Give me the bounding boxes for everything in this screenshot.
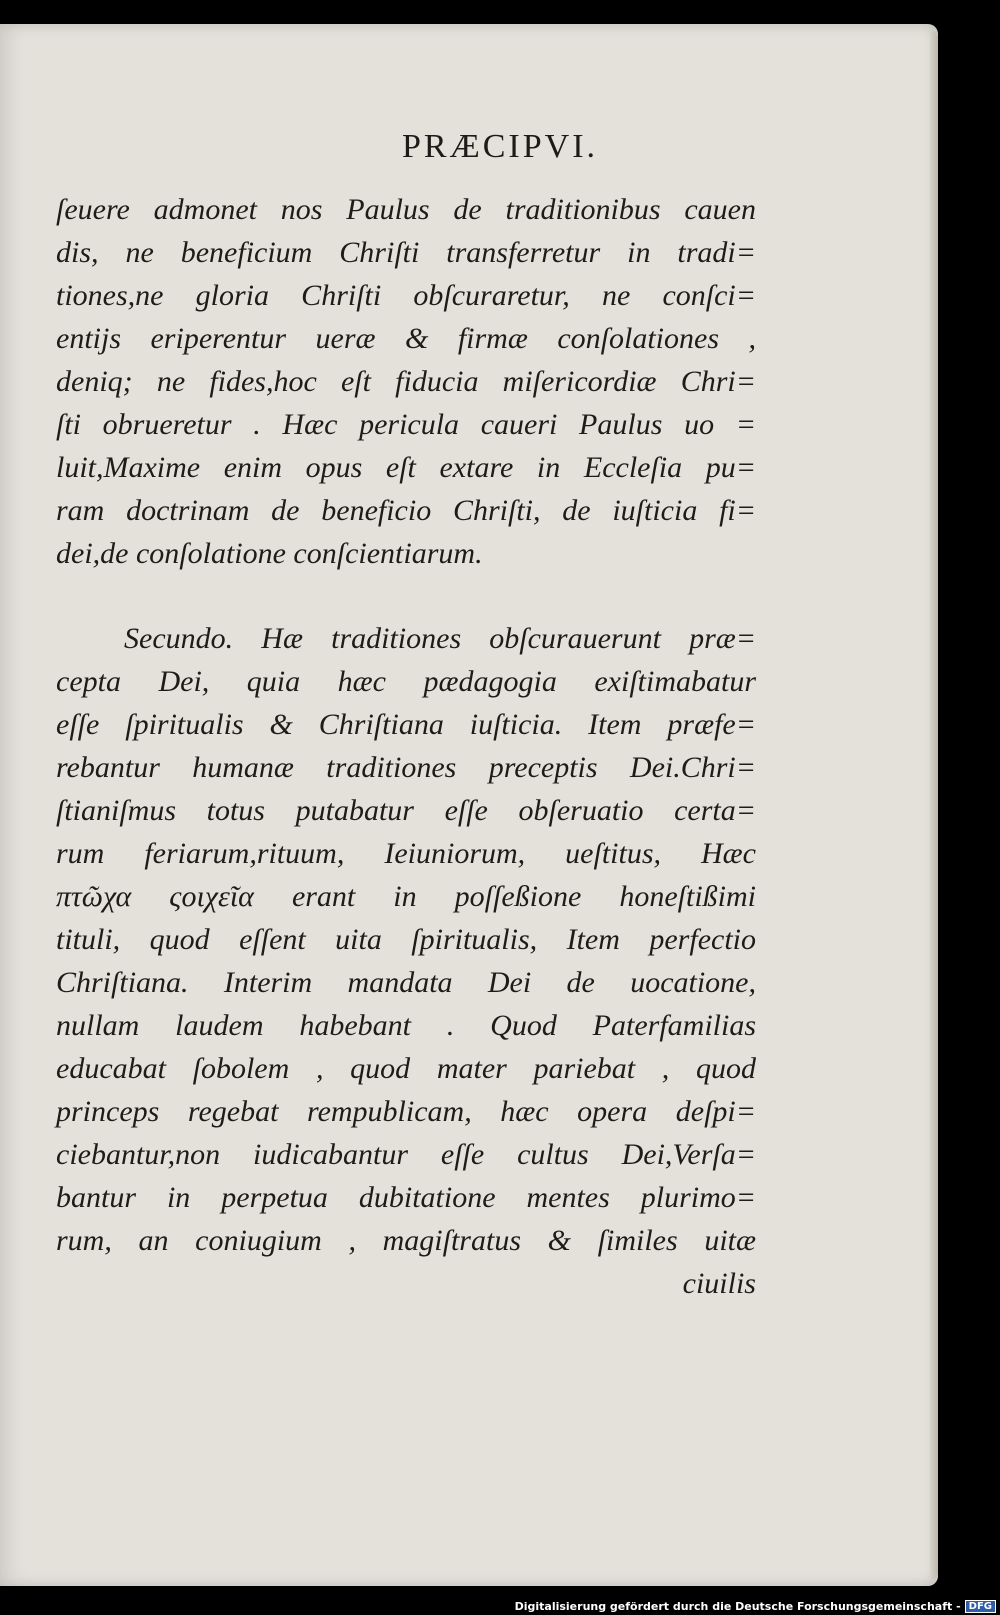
running-head: PRÆCIPVI. (401, 128, 599, 165)
text-line: princeps regebat rempublicam, hæc opera deſpi= (56, 1095, 756, 1128)
paragraph-gap (56, 575, 756, 617)
text-line: eſſe ſpiritualis & Chriſtiana iuſticia. Item præfe= (56, 708, 756, 741)
text-line: ram doctrinam de beneficio Chriſti, de iuſticia fi= (56, 494, 756, 527)
credit-text: Digitalisierung gefördert durch die Deutsche Forschungsgemeinschaft - (514, 1599, 961, 1613)
text-line: deniq; ne fides,hoc eſt fiducia miſericordiæ Chri= (56, 365, 756, 398)
digitization-credit (515, 1600, 996, 1614)
text-line: dei,de conſolatione conſcientiarum. (56, 537, 483, 570)
page-edge (930, 30, 938, 1580)
paragraph-1 (56, 188, 756, 575)
text-line: πτῶχα ςοιχεῖα erant in poſſeßione honeſtißimi (56, 880, 756, 913)
text-line: cepta Dei, quia hæc pædagogia exiſtimabatur (56, 665, 756, 698)
text-line: dis, ne beneficium Chriſti transferretur in tradi= (56, 236, 756, 269)
text-line: rum, an coniugium , magiſtratus & ſimiles uitæ (56, 1224, 756, 1257)
text-line: ſti obrueretur . Hæc pericula caueri Paulus uo = (56, 408, 756, 441)
text-line: tiones,ne gloria Chriſti obſcuraretur, ne conſci= (56, 279, 756, 312)
text-line: Secundo. Hæ traditiones obſcurauerunt præ= (124, 622, 756, 655)
catchword: ciuilis (682, 1267, 756, 1300)
body-text (56, 188, 756, 1305)
paragraph-2 (56, 617, 756, 1305)
text-line: rum feriarum,rituum, Ieiuniorum, ueſtitus, Hæc (56, 837, 756, 870)
text-line: tituli, quod eſſent uita ſpiritualis, Item perfectio (56, 923, 756, 956)
text-line: ſtianiſmus totus putabatur eſſe obſeruatio certa= (56, 794, 756, 827)
text-line: entijs eriperentur ueræ & firmæ conſolationes , (56, 322, 756, 355)
text-line: ciebantur,non iudicabantur eſſe cultus Dei,Verſa= (56, 1138, 756, 1171)
text-line: ſeuere admonet nos Paulus de traditionibus cauen (56, 193, 756, 226)
text-line: bantur in perpetua dubitatione mentes plurimo= (56, 1181, 756, 1214)
text-line: luit,Maxime enim opus eſt extare in Eccleſia pu= (56, 451, 756, 484)
text-line: rebantur humanæ traditiones preceptis Dei.Chri= (56, 751, 756, 784)
text-line: nullam laudem habebant . Quod Paterfamilias (56, 1009, 756, 1042)
text-line: educabat ſobolem , quod mater pariebat , quod (56, 1052, 756, 1085)
text-line: Chriſtiana. Interim mandata Dei de uocatione, (56, 966, 756, 999)
dfg-logo-icon: DFG (965, 1600, 996, 1613)
